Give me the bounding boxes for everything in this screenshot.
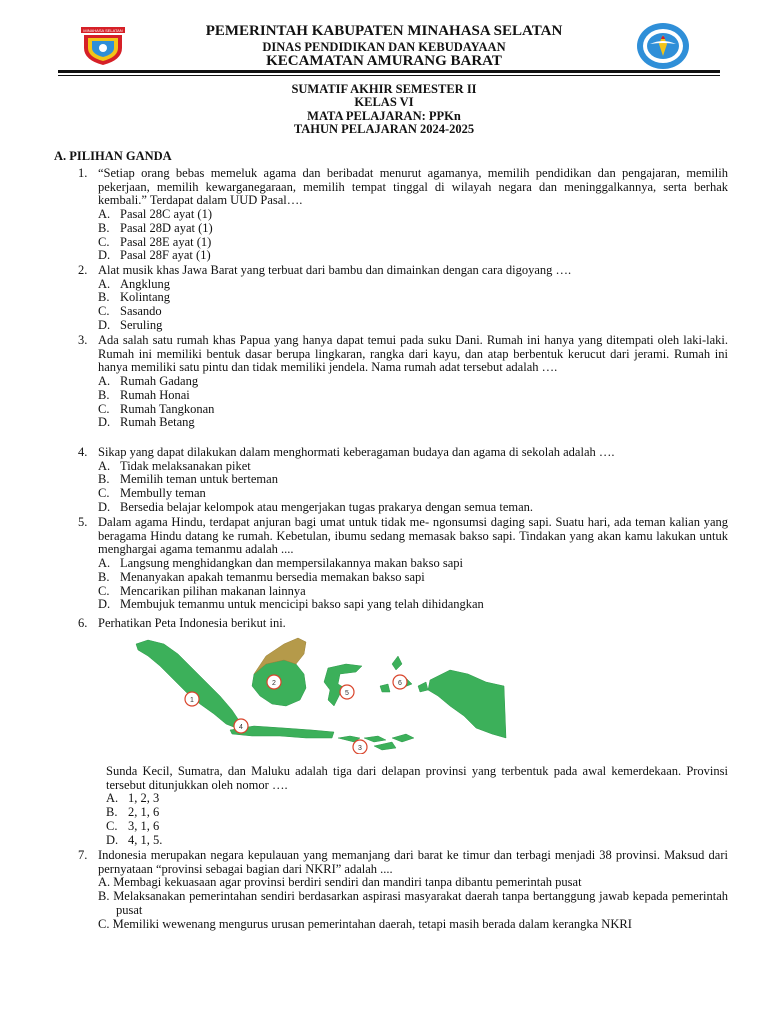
letterhead — [0, 0, 768, 80]
map-marker-label: 6 — [398, 680, 402, 687]
map-marker-3 — [353, 740, 367, 754]
letterhead-line-3: KECAMATAN AMURANG BARAT — [266, 53, 502, 69]
option-letter: D. — [98, 499, 111, 514]
option — [98, 389, 728, 403]
option-text: Rumah Gadang — [120, 374, 199, 389]
regency-emblem-icon — [78, 26, 128, 66]
question-3 — [78, 334, 728, 430]
option-letter: C. — [98, 916, 110, 931]
option — [98, 598, 728, 612]
indonesia-map-figure — [134, 634, 514, 754]
option-text: Memiliki wewenang mengurus urusan pemerintahan daerah, tetapi masih berada dalam kerangka NKRI — [112, 916, 632, 931]
option-letter: D. — [98, 415, 111, 430]
subject-title: MATA PELAJARAN: PPKn — [307, 109, 461, 123]
option — [98, 249, 728, 263]
option — [106, 792, 728, 806]
option-text: Rumah Tangkonan — [120, 401, 215, 416]
option-text: Menanyakan apakah temanmu bersedia memakan bakso sapi — [120, 569, 425, 584]
option-letter: D. — [106, 832, 119, 847]
option — [98, 222, 728, 236]
option-letter: C. — [106, 818, 118, 833]
option — [98, 375, 728, 389]
section-heading: A. PILIHAN GANDA — [54, 149, 172, 163]
question-text: Perhatikan Peta Indonesia berikut ini. — [98, 616, 286, 630]
question-text: “Setiap orang bebas memeluk agama dan beribadat menurut agamanya, memilih pendidikan dan pengajaran, memilih pekerjaan, memilih kewarganegaraan, memilih tempat tinggal di wilayah negara dan meninggalkannya, serta berhak kembali.” Terdapat dalam UUD Pasal…. — [98, 166, 728, 208]
map-marker-6 — [393, 675, 407, 689]
option — [98, 487, 728, 501]
option — [98, 236, 728, 250]
option-letter: B. — [98, 220, 110, 235]
option-text: Tidak melaksanakan piket — [120, 458, 251, 473]
option-letter: C. — [98, 486, 110, 501]
option — [98, 876, 728, 890]
option-letter: B. — [98, 472, 110, 487]
map-sumatra — [136, 640, 240, 728]
question-7 — [78, 849, 728, 931]
option — [106, 834, 728, 848]
option-text: Pasal 28F ayat (1) — [120, 248, 211, 263]
option-letter: D. — [98, 248, 111, 263]
emblem-lettering: MINAHASA SELATAN — [83, 28, 123, 33]
letterhead-line-2: DINAS PENDIDIKAN DAN KEBUDAYAAN — [262, 40, 506, 54]
option-letter: D. — [98, 317, 111, 332]
map-marker-1 — [185, 692, 199, 706]
class-title: KELAS VI — [354, 95, 414, 109]
question-number: 5. — [78, 515, 88, 529]
option-text: Memilih teman untuk berteman — [120, 472, 278, 487]
question-number: 2. — [78, 263, 88, 277]
option — [98, 403, 728, 417]
header-rule-thin — [58, 75, 720, 76]
option-text: 3, 1, 6 — [128, 818, 160, 833]
option-text: Pasal 28C ayat (1) — [120, 207, 212, 222]
option-letter: B. — [98, 290, 110, 305]
option — [98, 501, 728, 515]
option — [98, 319, 728, 333]
option-text: Sasando — [120, 304, 162, 319]
option — [98, 473, 728, 487]
question-1 — [78, 167, 728, 263]
map-marker-4 — [234, 719, 248, 733]
question-text: Dalam agama Hindu, terdapat anjuran bagi umat untuk tidak me- ngonsumsi daging sapi. Suatu hari, ada teman kalian yang beragama Hindu datang ke rumah. Kebetulan, ibumu sedang memasak bakso sapi. Tindakan yang akan kamu lakukan untuk menghargai agama temanmu adalah .... — [98, 515, 728, 557]
option — [98, 890, 728, 917]
letterhead-line-1: PEMERINTAH KABUPATEN MINAHASA SELATAN — [205, 23, 563, 39]
option-letter: A. — [98, 556, 111, 571]
option-text: Bersedia belajar kelompok atau mengerjakan tugas prakarya dengan semua teman. — [120, 499, 534, 514]
option-text: Rumah Betang — [120, 415, 195, 430]
tut-wuri-handayani-logo-icon — [636, 22, 690, 70]
option — [98, 416, 728, 430]
option-text: Pasal 28E ayat (1) — [120, 234, 212, 249]
option-text: Membully teman — [120, 486, 206, 501]
option — [98, 571, 728, 585]
header-rule-thick — [58, 70, 720, 73]
option — [98, 918, 728, 932]
option — [98, 585, 728, 599]
option-letter: B. — [98, 569, 110, 584]
option-text: Pasal 28D ayat (1) — [120, 220, 213, 235]
option — [106, 820, 728, 834]
question-number: 4. — [78, 445, 88, 459]
option-text: Langsung menghidangkan dan mempersilakannya makan bakso sapi — [120, 556, 463, 571]
question-4 — [78, 446, 728, 515]
option-letter: A. — [98, 207, 111, 222]
option-letter: A. — [98, 875, 111, 890]
option-letter: C. — [98, 583, 110, 598]
option-letter: A. — [106, 791, 119, 806]
option-letter: C. — [98, 304, 110, 319]
question-text: Sunda Kecil, Sumatra, dan Maluku adalah tiga dari delapan provinsi yang terbentuk pada awal kemerdekaan. Provinsi tersebut ditunjukkan oleh nomor …. — [106, 764, 728, 792]
map-marker-label: 1 — [190, 697, 194, 704]
question-number: 3. — [78, 333, 88, 347]
map-marker-label: 4 — [239, 724, 243, 731]
option-letter: D. — [98, 597, 111, 612]
option-text: Membagi kekuasaan agar provinsi berdiri sendiri dan mandiri tanpa dibantu pemerintah pusat — [113, 875, 582, 890]
option-letter: A. — [98, 458, 111, 473]
option — [98, 291, 728, 305]
option-text: Kolintang — [120, 290, 170, 305]
map-marker-2 — [267, 675, 281, 689]
question-text: Indonesia merupakan negara kepulauan yang memanjang dari barat ke timur dan terbagi menjadi 38 provinsi. Maksud dari pernyataan “provinsi sebagai bagian dari NKRI” adalah .... — [98, 848, 728, 876]
question-number: 7. — [78, 848, 88, 862]
map-marker-label: 5 — [345, 690, 349, 697]
map-marker-label: 2 — [272, 680, 276, 687]
question-text: Sikap yang dapat dilakukan dalam menghormati keberagaman budaya dan agama di sekolah adalah …. — [98, 445, 615, 459]
map-marker-5 — [340, 685, 354, 699]
option — [98, 208, 728, 222]
question-number: 1. — [78, 166, 88, 180]
question-text: Ada salah satu rumah khas Papua yang hanya dapat temui pada suku Dani. Rumah ini hanya yang ditempati oleh laki-laki. Rumah ini memiliki bentuk dasar berupa lingkaran, rangka dari kayu, dan atap berbentuk kerucut dari jerami. Rumah ini hanya memiliki satu pintu dan tidak memiliki jendela. Nama rumah adat tersebut adalah …. — [98, 333, 728, 375]
option-text: Membujuk temanmu untuk mencicipi bakso sapi yang telah dihidangkan — [120, 597, 484, 612]
option — [106, 806, 728, 820]
option-letter: B. — [98, 387, 110, 402]
question-text: Alat musik khas Jawa Barat yang terbuat dari bambu dan dimainkan dengan cara digoyang …. — [98, 263, 572, 277]
option-letter: C. — [98, 234, 110, 249]
year-title: TAHUN PELAJARAN 2024-2025 — [293, 122, 475, 136]
option-letter: B. — [106, 805, 118, 820]
map-papua — [428, 670, 506, 738]
option-text: Mencarikan pilihan makanan lainnya — [120, 583, 306, 598]
option — [98, 305, 728, 319]
option-text: 2, 1, 6 — [128, 805, 160, 820]
option-text: Angklung — [120, 276, 170, 291]
map-marker-label: 3 — [358, 745, 362, 752]
map-nusa-tenggara — [338, 734, 414, 750]
map-sulawesi — [324, 664, 362, 706]
option-text: Seruling — [120, 317, 163, 332]
option-text: 1, 2, 3 — [128, 791, 160, 806]
option — [98, 460, 728, 474]
question-6 — [78, 617, 728, 631]
question-5 — [78, 516, 728, 612]
option-letter: A. — [98, 276, 111, 291]
question-6-continuation — [106, 765, 728, 847]
option-letter: B. — [98, 889, 110, 904]
option — [98, 557, 728, 571]
option-letter: C. — [98, 401, 110, 416]
question-number: 6. — [78, 616, 88, 630]
question-2 — [78, 264, 728, 333]
option-letter: A. — [98, 374, 111, 389]
option-text: Rumah Honai — [120, 387, 190, 402]
option — [98, 278, 728, 292]
exam-title: SUMATIF AKHIR SEMESTER II — [291, 82, 477, 96]
option-text: 4, 1, 5. — [128, 832, 163, 847]
option-text: Melaksanakan pemerintahan sendiri berdasarkan aspirasi masyarakat daerah tanpa bertanggung jawab kepada pemerintah pusat — [113, 889, 729, 917]
